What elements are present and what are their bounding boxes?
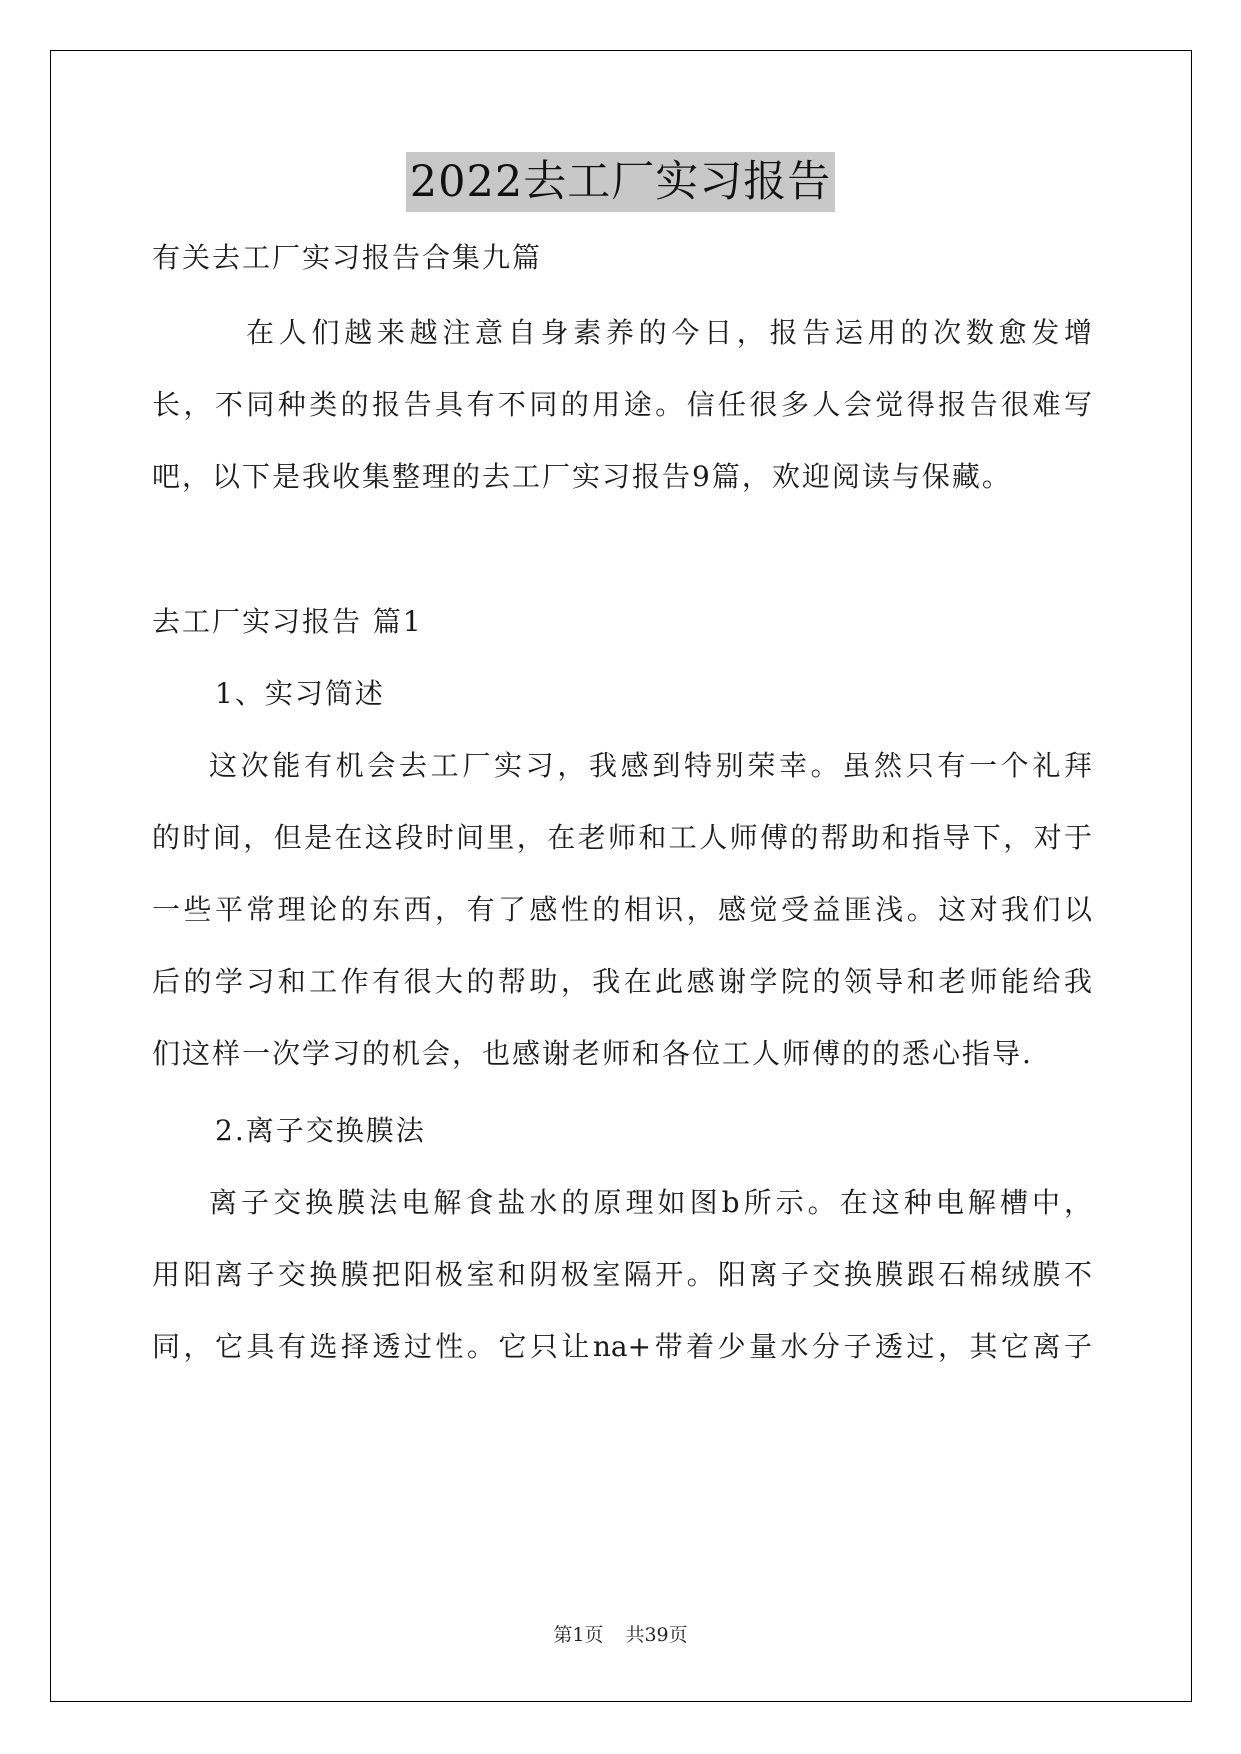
document-title: 2022去工厂实习报告	[406, 152, 835, 212]
heading-ion-exchange: 2.离子交换膜法	[215, 1114, 426, 1147]
document-subtitle: 有关去工厂实习报告合集九篇	[152, 241, 543, 274]
heading-implementation-summary: 1、实习简述	[215, 677, 385, 710]
paragraph-2-line-2: 用阳离子交换膜把阳极室和阴极室隔开。阳离子交换膜跟石棉绒膜不	[152, 1258, 1092, 1291]
paragraph-1-line-4: 后的学习和工作有很大的帮助，我在此感谢学院的领导和老师能给我	[152, 965, 1092, 998]
page-total: 共39页	[625, 1624, 688, 1646]
paragraph-1-line-5: 们这样一次学习的机会，也感谢老师和各位工人师傅的的悉心指导.	[152, 1037, 1033, 1070]
paragraph-2-line-1: 离子交换膜法电解食盐水的原理如图b所示。在这种电解槽中，	[209, 1186, 1092, 1219]
section-heading: 去工厂实习报告 篇1	[152, 605, 423, 638]
paragraph-1-line-1: 这次能有机会去工厂实习，我感到特别荣幸。虽然只有一个礼拜	[209, 749, 1092, 782]
title-container	[0, 152, 1241, 212]
page-footer	[0, 1620, 1241, 1647]
page-border	[50, 50, 1192, 1702]
paragraph-1-line-2: 的时间，但是在这段时间里，在老师和工人师傅的帮助和指导下，对于	[152, 821, 1092, 854]
paragraph-1-line-3: 一些平常理论的东西，有了感性的相识，感觉受益匪浅。这对我们以	[152, 893, 1092, 926]
paragraph-2-line-3: 同，它具有选择透过性。它只让na+带着少量水分子透过，其它离子	[152, 1330, 1092, 1363]
page-number: 第1页	[553, 1624, 604, 1646]
intro-line-3: 吧，以下是我收集整理的去工厂实习报告9篇，欢迎阅读与保藏。	[152, 460, 1012, 493]
intro-line-1: 在人们越来越注意自身素养的今日，报告运用的次数愈发增	[246, 316, 1092, 349]
intro-line-2: 长，不同种类的报告具有不同的用途。信任很多人会觉得报告很难写	[152, 388, 1092, 421]
